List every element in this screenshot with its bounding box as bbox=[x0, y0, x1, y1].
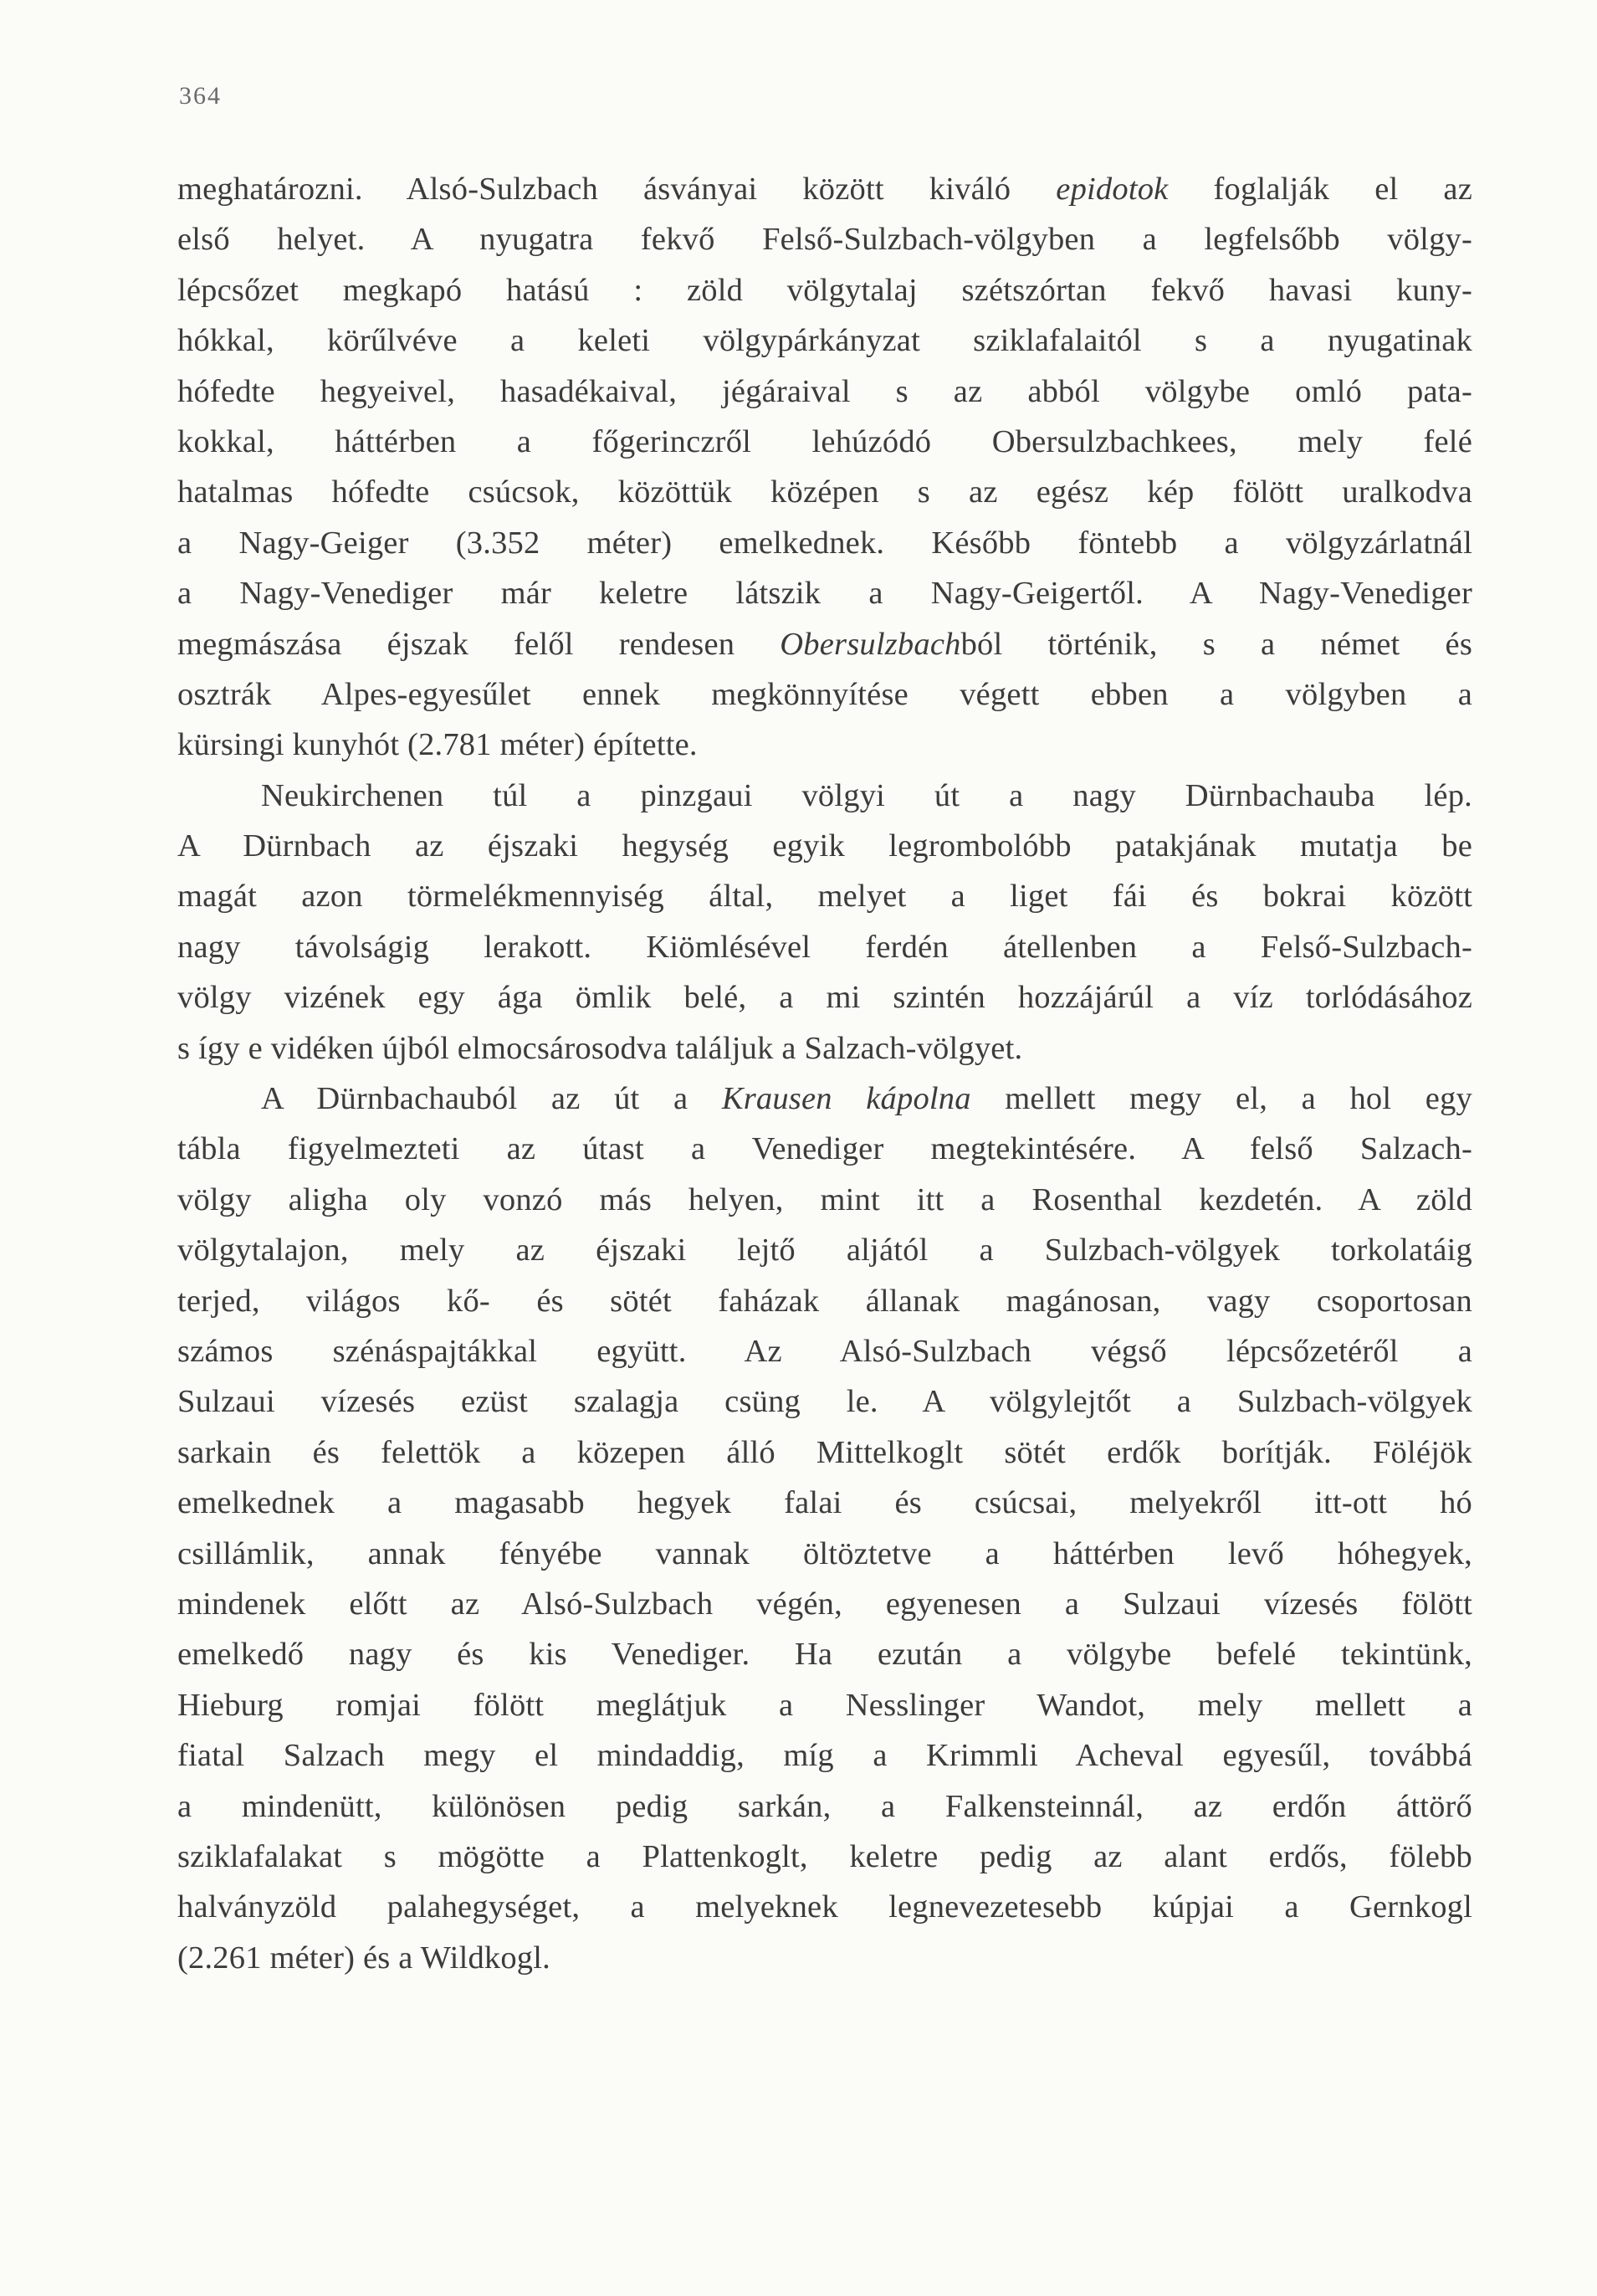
text-segment: Neukirchenen túl a pinzgaui völgyi út a nagy Dürnbachauba lép. bbox=[261, 777, 1472, 813]
text-segment: s így e vidéken újból elmocsárosodva találjuk a Salzach-völgyet. bbox=[177, 1030, 1023, 1066]
text-line bbox=[177, 1781, 1472, 1832]
text-segment: megmászása éjszak felől rendesen bbox=[177, 626, 781, 662]
text-line bbox=[177, 467, 1472, 517]
paragraph bbox=[177, 1074, 1472, 1983]
text-segment: sziklafalakat s mögötte a Plattenkoglt, keletre pedig az alant erdős, fölebb bbox=[177, 1838, 1472, 1874]
text-line bbox=[177, 1832, 1472, 1882]
text-line bbox=[177, 1376, 1472, 1427]
italic-text: epidotok bbox=[1056, 172, 1169, 207]
text-line bbox=[177, 922, 1472, 972]
text-line bbox=[177, 1326, 1472, 1376]
text-segment: tábla figyelmezteti az útast a Venediger megtekintésére. A felső Salzach- bbox=[177, 1131, 1472, 1167]
text-line bbox=[177, 871, 1472, 921]
paragraph bbox=[177, 771, 1472, 1074]
italic-text: Krausen kápolna bbox=[721, 1081, 971, 1117]
text-line bbox=[177, 1882, 1472, 1932]
text-segment: fiatal Salzach megy el mindaddig, míg a Krimmli Acheval egyesűl, továbbá bbox=[177, 1738, 1472, 1774]
text-line bbox=[177, 568, 1472, 618]
text-segment: hófedte hegyeivel, hasadékaival, jégáraival s az abból völgybe omló pata- bbox=[177, 373, 1472, 409]
text-segment: völgy vizének egy ága ömlik belé, a mi szintén hozzájárúl a víz torlódásához bbox=[177, 980, 1472, 1016]
text-line bbox=[177, 1629, 1472, 1679]
text-segment: emelkedő nagy és kis Venediger. Ha ezután a völgybe befelé tekintünk, bbox=[177, 1637, 1472, 1673]
text-segment: meghatározni. Alsó-Sulzbach ásványai között kiváló bbox=[177, 172, 1057, 207]
text-segment: hatalmas hófedte csúcsok, közöttük középen s az egész kép fölött uralkodva bbox=[177, 474, 1472, 510]
text-segment: első helyet. A nyugatra fekvő Felső-Sulzbach-völgyben a legfelsőbb völgy- bbox=[177, 222, 1472, 258]
text-line bbox=[177, 518, 1472, 568]
body-text bbox=[177, 164, 1472, 1983]
text-segment: foglalják el az bbox=[1168, 172, 1473, 207]
text-segment: A Dürnbachauból az út a bbox=[261, 1081, 722, 1117]
text-line bbox=[177, 366, 1472, 417]
text-segment: ból történik, s a német és bbox=[960, 626, 1472, 662]
text-segment: emelkednek a magasabb hegyek falai és csúcsai, melyekről itt-ott hó bbox=[177, 1485, 1472, 1521]
text-segment: nagy távolságig lerakott. Kiömlésével ferdén átellenben a Felső-Sulzbach- bbox=[177, 929, 1472, 965]
text-segment: kürsingi kunyhót (2.781 méter) építette. bbox=[177, 727, 698, 763]
text-segment: lépcsőzet megkapó hatású : zöld völgytalaj szétszórtan fekvő havasi kuny- bbox=[177, 272, 1472, 308]
text-line bbox=[177, 1427, 1472, 1478]
text-line bbox=[177, 1579, 1472, 1629]
text-segment: völgy aligha oly vonzó más helyen, mint itt a Rosenthal kezdetén. A zöld bbox=[177, 1181, 1472, 1217]
text-line bbox=[177, 214, 1472, 264]
paragraph bbox=[177, 164, 1472, 771]
text-line bbox=[177, 1680, 1472, 1730]
text-segment: (2.261 méter) és a Wildkogl. bbox=[177, 1940, 550, 1976]
text-segment: a Nagy-Venediger már keletre látszik a Nagy-Geigertől. A Nagy-Venediger bbox=[177, 576, 1472, 612]
text-line bbox=[177, 1933, 1472, 1983]
text-line bbox=[177, 1276, 1472, 1326]
text-line bbox=[177, 1478, 1472, 1528]
text-line bbox=[177, 1023, 1472, 1074]
text-line bbox=[177, 771, 1472, 821]
text-line bbox=[177, 669, 1472, 720]
text-segment: számos szénáspajtákkal együtt. Az Alsó-Sulzbach végső lépcsőzetéről a bbox=[177, 1333, 1472, 1369]
text-segment: A Dürnbach az éjszaki hegység egyik legrombolóbb patakjának mutatja be bbox=[177, 828, 1472, 864]
text-segment: hókkal, körűlvéve a keleti völgypárkányzat sziklafalaitól s a nyugatinak bbox=[177, 323, 1472, 359]
text-segment: Hieburg romjai fölött meglátjuk a Nesslinger Wandot, mely mellett a bbox=[177, 1687, 1472, 1723]
page-number: 364 bbox=[179, 82, 222, 110]
text-segment: magát azon törmelékmennyiség által, melyet a liget fái és bokrai között bbox=[177, 879, 1472, 915]
italic-text: Obersulzbach bbox=[780, 626, 961, 662]
text-segment: a mindenütt, különösen pedig sarkán, a Falkensteinnál, az erdőn áttörő bbox=[177, 1788, 1472, 1824]
text-line bbox=[177, 1175, 1472, 1225]
text-segment: kokkal, háttérben a főgerinczről lehúzódó Obersulzbachkees, mely felé bbox=[177, 423, 1472, 459]
text-segment: osztrák Alpes-egyesűlet ennek megkönnyítése végett ebben a völgyben a bbox=[177, 676, 1472, 712]
text-segment: a Nagy-Geiger (3.352 méter) emelkednek. Később föntebb a völgyzárlatnál bbox=[177, 525, 1472, 561]
text-line bbox=[177, 1225, 1472, 1275]
text-segment: csillámlik, annak fényébe vannak öltöztetve a háttérben levő hóhegyek, bbox=[177, 1535, 1472, 1571]
text-line bbox=[177, 619, 1472, 669]
text-segment: mellett megy el, a hol egy bbox=[970, 1081, 1472, 1117]
text-line bbox=[177, 821, 1472, 871]
text-line bbox=[177, 417, 1472, 467]
text-segment: völgytalajon, mely az éjszaki lejtő aljától a Sulzbach-völgyek torkolatáig bbox=[177, 1233, 1472, 1268]
text-line bbox=[177, 1124, 1472, 1174]
text-segment: terjed, világos kő- és sötét faházak állanak magánosan, vagy csoportosan bbox=[177, 1283, 1472, 1319]
text-segment: halványzöld palahegységet, a melyeknek legnevezetesebb kúpjai a Gernkogl bbox=[177, 1889, 1472, 1925]
text-line bbox=[177, 972, 1472, 1022]
text-line bbox=[177, 265, 1472, 315]
text-line bbox=[177, 720, 1472, 770]
text-segment: Sulzaui vízesés ezüst szalagja csüng le. A völgylejtőt a Sulzbach-völgyek bbox=[177, 1384, 1472, 1420]
text-line bbox=[177, 164, 1472, 214]
text-line bbox=[177, 315, 1472, 366]
text-segment: sarkain és felettök a közepen álló Mittelkoglt sötét erdők borítják. Föléjök bbox=[177, 1434, 1472, 1470]
text-segment: mindenek előtt az Alsó-Sulzbach végén, egyenesen a Sulzaui vízesés fölött bbox=[177, 1586, 1472, 1622]
text-line bbox=[177, 1529, 1472, 1579]
text-line bbox=[177, 1074, 1472, 1124]
text-line bbox=[177, 1730, 1472, 1781]
